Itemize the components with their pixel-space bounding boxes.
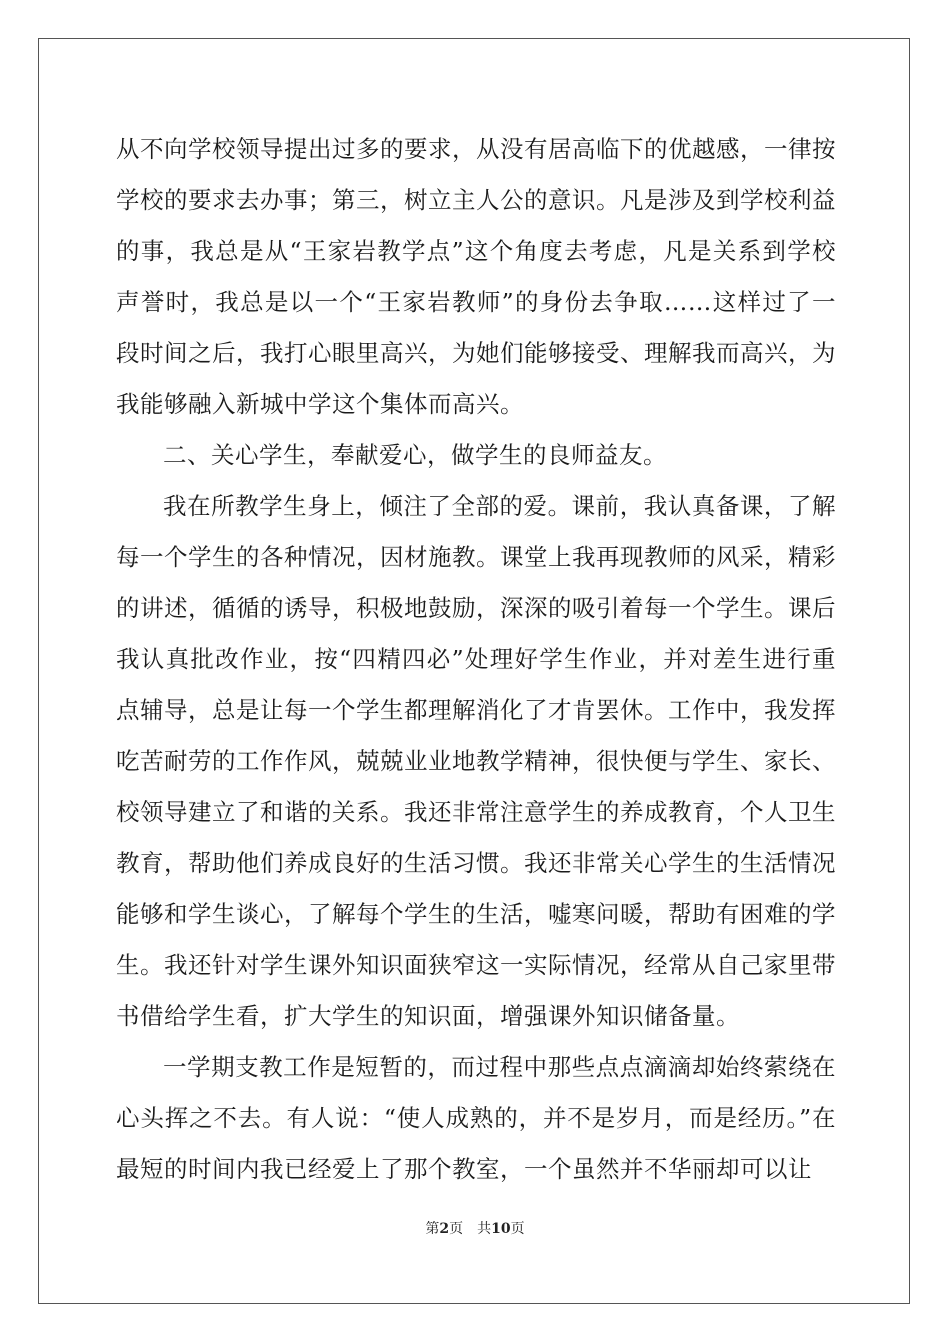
- document-body: [116, 124, 836, 1195]
- footer-page-suffix: 页: [510, 1221, 525, 1237]
- footer-page-mid: 页 共: [449, 1221, 492, 1237]
- paragraph-care-students: 我在所教学生身上，倾注了全部的爱。课前，我认真备课，了解每一个学生的各种情况，因材施教。课堂上我再现教师的风采，精彩的讲述，循循的诱导，积极地鼓励，深深的吸引着每一个学生。课后我认真批改作业，按“四精四必”处理好学生作业，并对差生进行重点辅导，总是让每一个学生都理解消化了才肯罢休。工作中，我发挥吃苦耐劳的工作作风，兢兢业业地教学精神，很快便与学生、家长、校领导建立了和谐的关系。我还非常注意学生的养成教育，个人卫生教育，帮助他们养成良好的生活习惯。我还非常关心学生的生活情况能够和学生谈心，了解每个学生的生活，嘘寒问暖，帮助有困难的学生。我还针对学生课外知识面狭窄这一实际情况，经常从自己家里带书借给学生看，扩大学生的知识面，增强课外知识储备量。: [116, 492, 836, 1030]
- page-footer: [0, 1218, 950, 1238]
- paragraph-continuation: 从不向学校领导提出过多的要求，从没有居高临下的优越感，一律按学校的要求去办事；第三，树立主人公的意识。凡是涉及到学校利益的事，我总是从“王家岩教学点”这个角度去考虑，凡是关系到学校声誉时，我总是以一个“王家岩教师”的身份去争取……这样过了一段时间之后，我打心眼里高兴，为她们能够接受、理解我而高兴，为我能够融入新城中学这个集体而高兴。: [116, 135, 836, 418]
- paragraph-heading-two: 二、关心学生，奉献爱心，做学生的良师益友。: [163, 441, 667, 469]
- footer-page-current: 2: [439, 1221, 450, 1237]
- footer-page-total: 10: [491, 1221, 511, 1237]
- footer-page-prefix: 第: [425, 1221, 440, 1237]
- paragraph-reflection: 一学期支教工作是短暂的，而过程中那些点点滴滴却始终萦绕在心头挥之不去。有人说：“使人成熟的，并不是岁月，而是经历。”在最短的时间内我已经爱上了那个教室，一个虽然并不华丽却可以让: [116, 1053, 836, 1183]
